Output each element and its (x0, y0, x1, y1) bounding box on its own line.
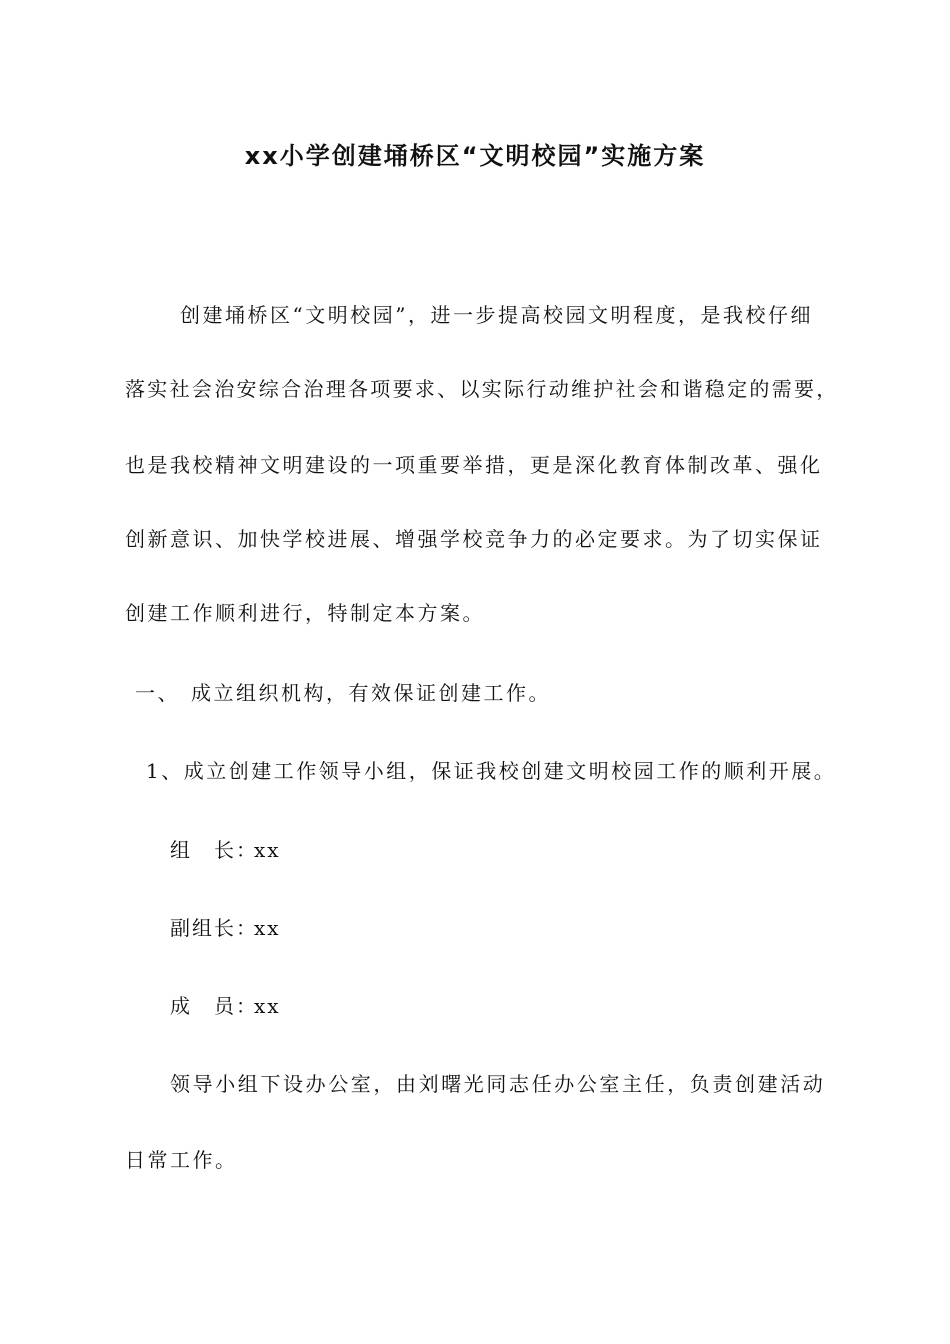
intro-line-5: 创建工作顺利进行，特制定本方案。 (125, 601, 485, 625)
section-1-number: 一、 (135, 681, 180, 705)
intro-line-3: 也是我校精神文明建设的一项重要举措，更是深化教育体制改革、强化 (125, 453, 823, 477)
office-line-2: 日常工作。 (125, 1148, 238, 1172)
intro-line-1: 创建埇桥区“文明校园”，进一步提高校园文明程度，是我校仔细 (180, 303, 813, 327)
section-1-text: 成立组织机构，有效保证创建工作。 (191, 681, 551, 705)
office-line-1: 领导小组下设办公室，由刘曙光同志任办公室主任，负责创建活动 (170, 1072, 826, 1096)
member-deputy (170, 918, 281, 938)
section-1-heading (135, 683, 551, 703)
member-role: 组 长： (170, 838, 258, 862)
member-staff (170, 996, 281, 1016)
member-name: xx (254, 994, 281, 1018)
member-leader (170, 840, 281, 860)
member-name: xx (254, 916, 281, 940)
intro-line-4: 创新意识、加快学校进展、增强学校竞争力的必定要求。为了切实保证 (125, 527, 823, 551)
member-name: xx (254, 838, 281, 862)
item-1: 1、成立创建工作领导小组，保证我校创建文明校园工作的顺利开展。 (146, 759, 837, 783)
intro-line-2: 落实社会治安综合治理各项要求、以实际行动维护社会和谐稳定的需要， (125, 377, 839, 401)
member-role: 副组长： (170, 916, 258, 940)
member-role: 成 员： (170, 994, 258, 1018)
document-title: xx小学创建埇桥区“文明校园”实施方案 (244, 142, 706, 170)
